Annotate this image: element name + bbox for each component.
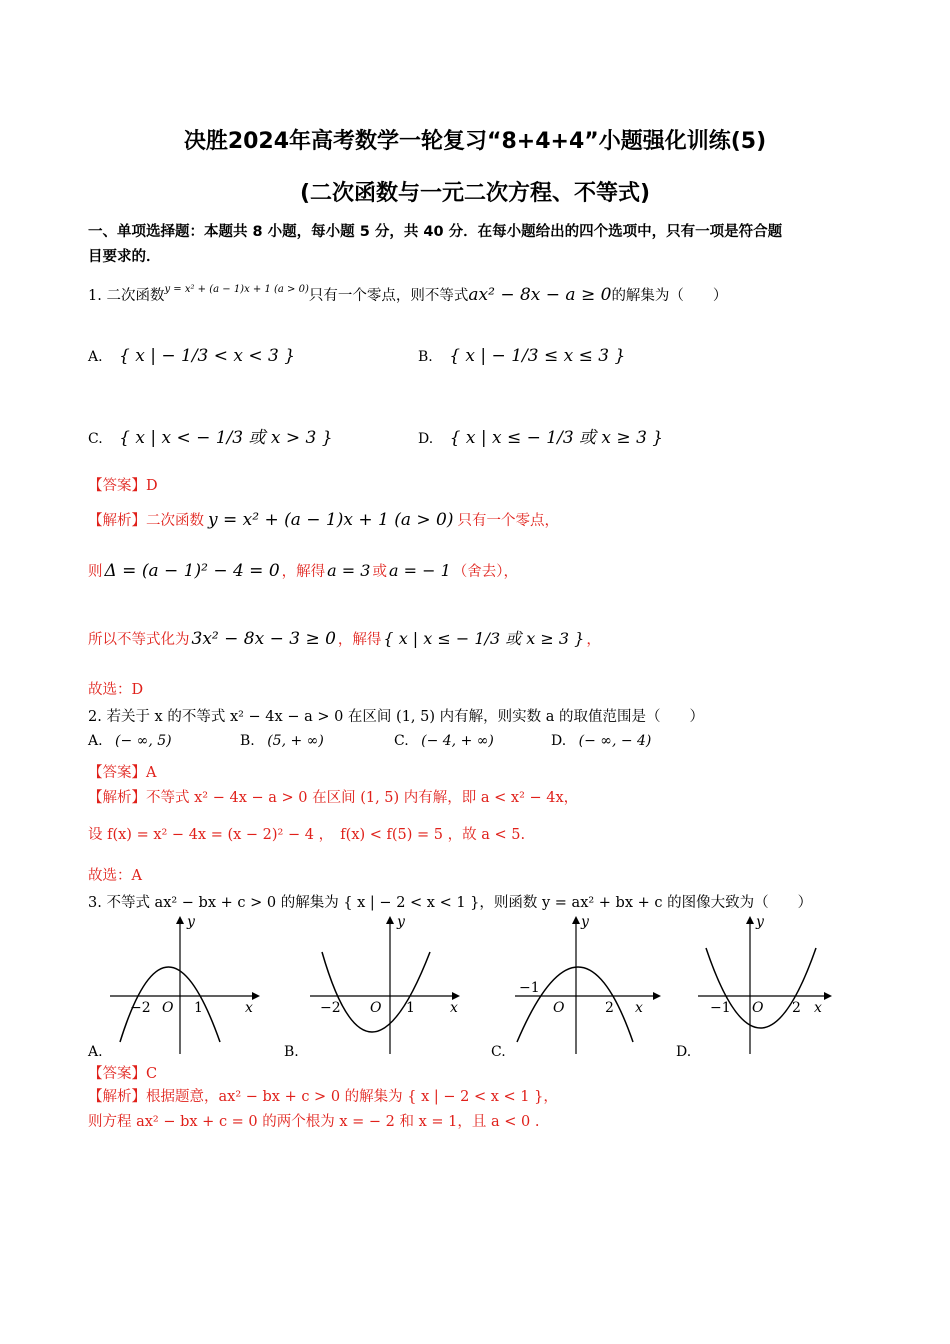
q1-stem-inequality: ax² − 8x − a ≥ 0 [468, 285, 612, 305]
q1-stem [88, 284, 727, 305]
q3-c-tick-neg1: −1 [519, 980, 540, 996]
q2-option-c-text: (− 4, + ∞) [421, 733, 494, 749]
q1-analysis-set: { x | x ≤ − 1/3 或 x ≥ 3 } [383, 629, 585, 648]
q3-analysis-tag: 【解析】 [88, 1089, 146, 1105]
q3-d-origin: O [752, 1000, 764, 1016]
q1-stem-mid: 只有一个零点，则不等式 [308, 288, 469, 304]
q3-d-tick-neg1: −1 [710, 1000, 731, 1016]
q1-analysis-a-neg1: a = − 1 [388, 561, 451, 580]
q2-conclusion: 故选：A [88, 868, 142, 884]
q3-c-x-label: x [635, 1000, 643, 1016]
q3-answer [88, 1062, 157, 1083]
q3-b-tick-neg2: −2 [320, 1000, 341, 1016]
q1-option-b[interactable] [418, 346, 625, 366]
q2-option-b-label: B. [240, 733, 255, 749]
q3-option-d-label[interactable]: D. [676, 1044, 692, 1060]
q3-a-y-label: y [187, 914, 195, 930]
q1-stem-pre: 1. 二次函数 [88, 288, 165, 304]
q3-analysis-text1: 根据题意，ax² − bx + c > 0 的解集为 { x | − 2 < x < 1 }， [146, 1089, 558, 1105]
q2-option-d-label: D. [551, 733, 567, 749]
q2-option-b[interactable] [240, 733, 324, 749]
q1-analysis-solve: ，解得 [281, 564, 326, 580]
q3-option-a-label[interactable]: A. [88, 1044, 103, 1060]
q2-option-a-label: A. [88, 733, 103, 749]
q2-answer-tag: 【答案】 [88, 765, 146, 781]
q1-analysis-delta: Δ = (a − 1)² − 4 = 0 [104, 561, 280, 581]
q1-analysis-text-2: 只有一个零点， [457, 513, 560, 529]
q2-option-a-text: (− ∞, 5) [115, 733, 172, 749]
q3-d-x-label: x [814, 1000, 822, 1016]
q3-answer-value: C [146, 1066, 158, 1082]
q1-analysis-comma: ， [586, 632, 601, 648]
q3-graph-c[interactable] [505, 912, 675, 1060]
q3-c-origin: O [553, 1000, 565, 1016]
q1-option-b-label: B. [418, 349, 433, 365]
q1-conclusion: 故选：D [88, 682, 144, 698]
q2-stem: 2. 若关于 x 的不等式 x² − 4x − a > 0 在区间 (1, 5) 内有解，则实数 a 的取值范围是（ ） [88, 709, 704, 725]
q3-a-origin: O [162, 1000, 174, 1016]
q3-b-x-label: x [450, 1000, 458, 1016]
q3-option-c-label[interactable]: C. [491, 1044, 506, 1060]
q3-stem: 3. 不等式 ax² − bx + c > 0 的解集为 { x | − 2 < x < 1 }，则函数 y = ax² + bx + c 的图像大致为（ ） [88, 895, 813, 911]
q1-analysis-a3: a = 3 [327, 561, 371, 580]
q3-b-origin: O [370, 1000, 382, 1016]
q1-answer-tag: 【答案】 [88, 478, 146, 494]
q1-analysis-text: 二次函数 [146, 513, 204, 529]
q3-d-y-label: y [756, 914, 764, 930]
q2-option-b-text: (5, + ∞) [267, 733, 324, 749]
q1-option-a-label: A. [88, 349, 103, 365]
q3-option-b-label[interactable]: B. [284, 1044, 299, 1060]
q3-a-tick-1: 1 [194, 1000, 203, 1016]
section-header-line2: 目要求的． [88, 249, 161, 265]
q1-analysis-discard: （舍去）， [452, 564, 518, 580]
q2-option-d[interactable] [551, 733, 651, 749]
q3-graph-d[interactable] [690, 912, 860, 1060]
q2-option-a[interactable] [88, 733, 172, 749]
page-subtitle: (二次函数与一元二次方程、不等式) [299, 181, 651, 206]
q2-analysis-line1 [88, 786, 578, 807]
q1-analysis-function: y = x² + (a − 1)x + 1 (a > 0) [208, 510, 454, 530]
q1-option-c-text: { x | x < − 1/3 或 x > 3 } [119, 428, 333, 448]
q1-option-b-text: { x | − 1/3 ≤ x ≤ 3 } [449, 346, 626, 366]
section-header-line1: 一、单项选择题：本题共 8 小题，每小题 5 分，共 40 分．在每小题给出的四个选项中，只有一项是符合题 [88, 224, 783, 240]
q3-a-tick-neg2: −2 [130, 1000, 151, 1016]
q1-option-c-label: C. [88, 431, 103, 447]
q1-option-d[interactable] [418, 423, 663, 448]
q3-analysis-line2: 则方程 ax² − bx + c = 0 的两个根为 x = − 2 和 x = 1，且 a < 0 . [88, 1114, 540, 1130]
q1-option-c[interactable] [88, 423, 333, 448]
q1-answer-value: D [146, 478, 158, 494]
q1-analysis-line2 [88, 560, 518, 581]
q3-graph-b[interactable] [300, 912, 470, 1060]
q1-analysis-line1 [88, 509, 559, 530]
q3-b-tick-1: 1 [406, 1000, 415, 1016]
q1-analysis-tag: 【解析】 [88, 513, 146, 529]
q3-a-x-label: x [245, 1000, 253, 1016]
q2-answer [88, 761, 156, 782]
q1-stem-post: 的解集为（ ） [611, 288, 728, 304]
q1-analysis-so: 所以不等式化为 [88, 632, 190, 648]
q2-analysis-text1: 不等式 x² − 4x − a > 0 在区间 (1, 5) 内有解，即 a < x² − 4x， [146, 790, 579, 806]
q3-analysis-line1 [88, 1085, 558, 1106]
page-title: 决胜2024年高考数学一轮复习“8+4+4”小题强化训练(5) [183, 129, 767, 154]
q1-analysis-line3 [88, 626, 601, 649]
q2-option-c[interactable] [394, 733, 494, 749]
q3-graph-a[interactable] [100, 912, 270, 1060]
q1-analysis-or: 或 [372, 564, 387, 580]
q2-option-c-label: C. [394, 733, 409, 749]
q3-b-y-label: y [397, 914, 405, 930]
q1-analysis-ineq: 3x² − 8x − 3 ≥ 0 [191, 629, 336, 649]
q1-option-a-text: { x | − 1/3 < x < 3 } [119, 346, 296, 366]
q1-option-d-label: D. [418, 431, 434, 447]
q2-analysis-tag: 【解析】 [88, 790, 146, 806]
q1-option-d-text: { x | x ≤ − 1/3 或 x ≥ 3 } [449, 428, 664, 448]
q2-analysis-line2: 设 f(x) = x² − 4x = (x − 2)² − 4 ， f(x) < f(5) = 5 ，故 a < 5. [88, 827, 526, 843]
q2-answer-value: A [146, 765, 157, 781]
q1-analysis-solve-2: ，解得 [337, 632, 382, 648]
q1-option-a[interactable] [88, 346, 295, 366]
q3-d-tick-2: 2 [792, 1000, 801, 1016]
q1-answer [88, 474, 158, 495]
q3-c-tick-2: 2 [605, 1000, 614, 1016]
q3-answer-tag: 【答案】 [88, 1066, 146, 1082]
q2-option-d-text: (− ∞, − 4) [578, 733, 652, 749]
q1-analysis-then: 则 [88, 564, 103, 580]
q3-c-y-label: y [581, 914, 589, 930]
q1-stem-function: y = x² + (a − 1)x + 1 (a > 0) [164, 284, 309, 295]
